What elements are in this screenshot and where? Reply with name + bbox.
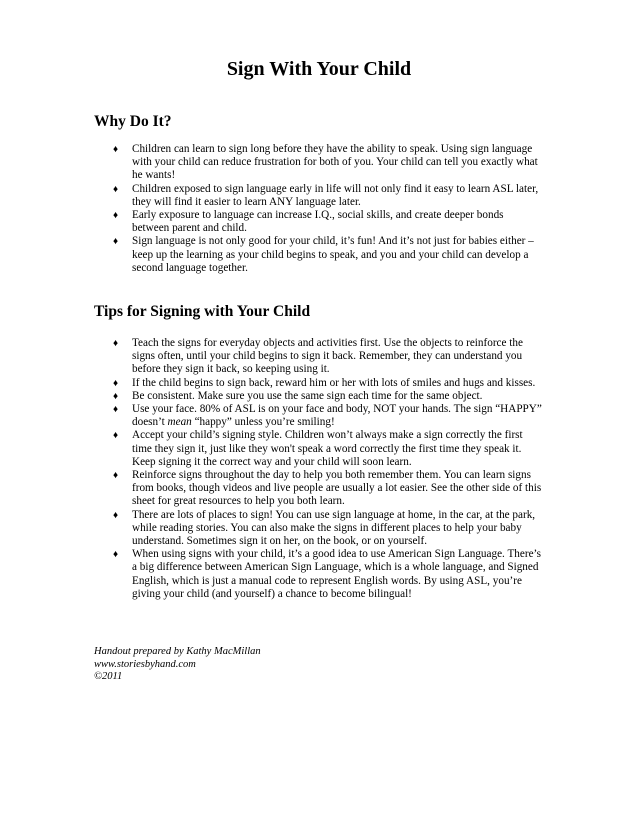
list-item-text: Children can learn to sign long before they have the ability to speak. Using sign language with your child can reduce frustration for both of you. Your child can tell you exactly what he wants! xyxy=(132,143,538,182)
list-item-text: Be consistent. Make sure you use the same sign each time for the same object. xyxy=(132,389,483,402)
list-item-text: Reinforce signs throughout the day to help you both remember them. You can learn signs from books, though videos and live people are usually a lot easier. See the other side of this sheet for great resources to help you both learn. xyxy=(132,469,542,508)
diamond-bullet-icon: ♦ xyxy=(113,338,119,349)
page-title: Sign With Your Child xyxy=(226,58,412,80)
diamond-bullet-icon: ♦ xyxy=(113,404,119,416)
list-item xyxy=(113,403,543,429)
tips-bullet-list xyxy=(113,337,543,601)
diamond-bullet-icon: ♦ xyxy=(113,390,119,402)
list-item-text xyxy=(132,403,542,428)
diamond-bullet-icon: ♦ xyxy=(113,236,119,248)
list-item xyxy=(113,469,543,509)
diamond-bullet-icon: ♦ xyxy=(113,377,119,389)
list-item xyxy=(113,509,543,549)
list-item xyxy=(113,235,543,275)
why-bullet-list xyxy=(113,143,543,275)
list-item xyxy=(113,377,543,390)
section-heading-tips: Tips for Signing with Your Child xyxy=(94,303,311,320)
list-item-text: Children exposed to sign language early in life will not only find it easy to learn ASL later, they will find it easier to learn ANY language later. xyxy=(132,182,539,208)
list-item xyxy=(113,183,543,209)
list-item xyxy=(113,548,543,601)
list-item xyxy=(113,429,543,469)
list-item-text-after: “happy” unless you’re smiling! xyxy=(191,416,335,429)
diamond-bullet-icon: ♦ xyxy=(113,470,119,482)
list-item-text: Early exposure to language can increase I.Q., social skills, and create deeper bonds between parent and child. xyxy=(132,209,504,235)
list-item-text: Accept your child’s signing style. Children won’t always make a sign correctly the first time they sign it, just like they won't speak a word correctly the first time they speak it. Keep signing it the correct way and your child will soon learn. xyxy=(132,429,523,468)
list-item xyxy=(113,337,543,377)
list-item-text: When using signs with your child, it’s a good idea to use American Sign Language. There’s a big difference between American Sign Language, which is a whole language, and Signed English, which is just a manual code to represent English words. By using ASL, you’re giving your child (and yourself) a chance to become bilingual! xyxy=(132,548,541,600)
website-text: www.storiesbyhand.com xyxy=(94,658,196,670)
list-item-text: There are lots of places to sign! You can use sign language at home, in the car, at the park, while reading stories. You can also make the signs in different places to help your baby understand. Sometimes sign it on her, on the book, or on yourself. xyxy=(132,508,536,548)
diamond-bullet-icon: ♦ xyxy=(113,509,119,521)
footer-credits xyxy=(94,646,261,684)
diamond-bullet-icon: ♦ xyxy=(113,549,119,561)
list-item-text: If the child begins to sign back, reward him or her with lots of smiles and hugs and kisses. xyxy=(132,376,536,389)
list-item xyxy=(113,143,543,183)
list-item-text: Sign language is not only good for your child, it’s fun! And it’s not just for babies either – keep up the learning as your child begins to speak, and you and your child can develop a second language together. xyxy=(132,235,534,274)
author-credit: Handout prepared by Kathy MacMillan xyxy=(94,646,261,657)
list-item xyxy=(113,209,543,235)
diamond-bullet-icon: ♦ xyxy=(113,430,119,442)
copyright-text: ©2011 xyxy=(94,671,123,683)
diamond-bullet-icon: ♦ xyxy=(113,183,119,195)
diamond-bullet-icon: ♦ xyxy=(113,210,119,222)
emphasis-word: mean xyxy=(167,416,192,429)
list-item-text: Teach the signs for everyday objects and activities first. Use the objects to reinforce the signs often, until your child begins to sign it back. Remember, they can understand you before they sign it back, so keeping using it. xyxy=(132,337,523,376)
list-item-text-before: Use your face. 80% of ASL is on your face and body, NOT your hands. The sign “HAPPY” doesn’t xyxy=(132,403,542,429)
diamond-bullet-icon: ♦ xyxy=(113,144,119,155)
list-item xyxy=(113,390,543,403)
section-heading-why: Why Do It? xyxy=(94,113,172,130)
